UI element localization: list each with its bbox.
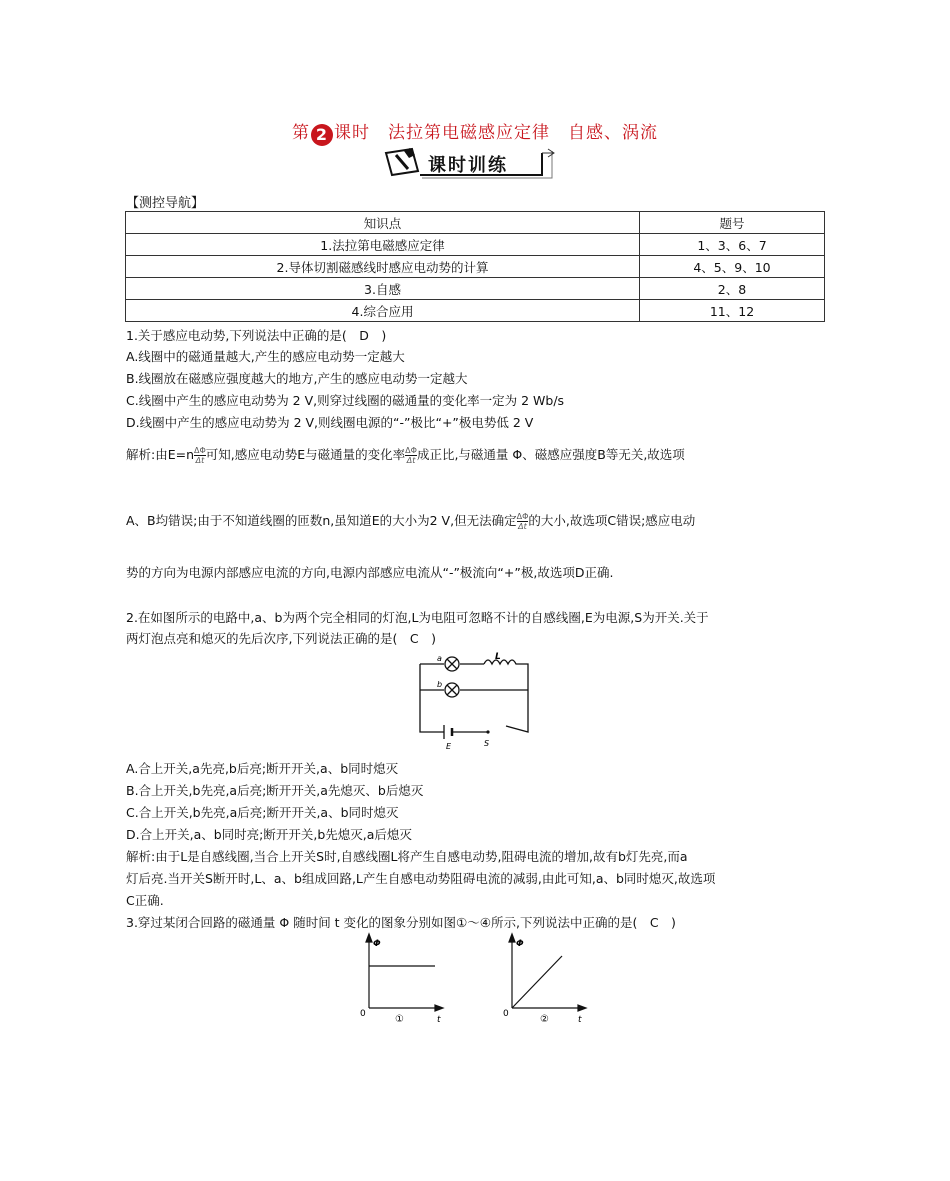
q1-option-d: D.线圈中产生的感应电动势为 2 V,则线圈电源的“-”极比“+”极电势低 2 V bbox=[126, 415, 534, 430]
label-S: S bbox=[484, 739, 490, 748]
pencil-book-icon bbox=[386, 148, 418, 175]
fraction: $\frac{\Delta\Phi}{\Delta t}$ bbox=[194, 446, 206, 465]
row-nums: 2、8 bbox=[640, 278, 825, 300]
q2-analysis-line-1: 解析:由于L是自感线圈,当合上开关S时,自感线圈L将产生自感电动势,阻碍电流的增加,故有b灯先亮,而a bbox=[126, 849, 688, 864]
q1-option-b: B.线圈放在磁感应强度越大的地方,产生的感应电动势一定越大 bbox=[126, 371, 468, 386]
title-prefix: 第 bbox=[292, 123, 310, 143]
q1-stem: 1.关于感应电动势,下列说法中正确的是( D ) bbox=[126, 328, 387, 343]
q1-option-a: A.线圈中的磁通量越大,产生的感应电动势一定越大 bbox=[126, 349, 405, 364]
graph-2-origin: 0 bbox=[503, 1009, 509, 1019]
row-nums: 11、12 bbox=[640, 300, 825, 322]
graph-1-y-label: Φ bbox=[373, 939, 381, 949]
switch-icon bbox=[486, 730, 489, 733]
graph-1-origin: 0 bbox=[360, 1009, 366, 1019]
table-header-row bbox=[126, 212, 825, 234]
table-row bbox=[126, 300, 825, 322]
knowledge-table bbox=[125, 211, 825, 322]
q3-stem: 3.穿过某闭合回路的磁通量 Φ 随时间 t 变化的图象分别如图①～④所示,下列说法中正确的是( C ) bbox=[126, 915, 676, 930]
row-topic: 4.综合应用 bbox=[126, 300, 640, 322]
fraction: $\frac{\Delta\Phi}{\Delta t}$ bbox=[516, 512, 529, 531]
graph-1-caption: ① bbox=[395, 1014, 404, 1025]
title-text: 课时 法拉第电磁感应定律 自感、涡流 bbox=[334, 123, 658, 143]
col-header-nums: 题号 bbox=[640, 212, 825, 234]
q2-option-a: A.合上开关,a先亮,b后亮;断开开关,a、b同时熄灭 bbox=[126, 761, 399, 776]
graph-2-y-label: Φ bbox=[516, 939, 524, 949]
label-L: L bbox=[495, 652, 501, 662]
label-a: a bbox=[437, 654, 442, 663]
table-row bbox=[126, 278, 825, 300]
graph-1-x-label: t bbox=[437, 1015, 441, 1025]
page-title bbox=[0, 118, 950, 146]
q1-analysis-line-3: 势的方向为电源内部感应电流的方向,电源内部感应电流从“-”极流向“+”极,故选项D正确. bbox=[126, 565, 614, 580]
q2-option-b: B.合上开关,b先亮,a后亮;断开开关,a先熄灭、b后熄灭 bbox=[126, 783, 424, 798]
label-b: b bbox=[437, 680, 443, 689]
lamp-a-icon bbox=[445, 657, 459, 671]
q2-analysis-line-3: C正确. bbox=[126, 893, 164, 908]
row-topic: 3.自感 bbox=[126, 278, 640, 300]
lamp-b-icon bbox=[445, 683, 459, 697]
graph-2 bbox=[500, 930, 590, 1026]
q2-option-d: D.合上开关,a、b同时亮;断开开关,b先熄灭,a后熄灭 bbox=[126, 827, 412, 842]
table-row bbox=[126, 234, 825, 256]
row-nums: 1、3、6、7 bbox=[640, 234, 825, 256]
lesson-number-badge: 2 bbox=[311, 124, 333, 146]
circuit-diagram bbox=[410, 652, 540, 752]
label-E: E bbox=[446, 742, 452, 751]
table-row bbox=[126, 256, 825, 278]
q2-analysis-line-2: 灯后亮.当开关S断开时,L、a、b组成回路,L产生自感电动势阻碍电流的减弱,由此可知,a、b同时熄灭,故选项 bbox=[126, 871, 716, 886]
q1-option-c: C.线圈中产生的感应电动势为 2 V,则穿过线圈的磁通量的变化率一定为 2 Wb/s bbox=[126, 393, 565, 408]
graph-1 bbox=[355, 930, 445, 1026]
graph-2-x-label: t bbox=[578, 1015, 582, 1025]
nav-label: 【测控导航】 bbox=[126, 196, 205, 211]
col-header-topic: 知识点 bbox=[126, 212, 640, 234]
row-topic: 2.导体切割磁感线时感应电动势的计算 bbox=[126, 256, 640, 278]
banner-title: 课时训练 bbox=[428, 155, 508, 176]
fraction: $\frac{\Delta\Phi}{\Delta t}$ bbox=[405, 446, 417, 465]
row-nums: 4、5、9、10 bbox=[640, 256, 825, 278]
q2-stem-line-2: 两灯泡点亮和熄灭的先后次序,下列说法正确的是( C ) bbox=[126, 631, 436, 646]
graph-2-caption: ② bbox=[540, 1014, 549, 1025]
q1-analysis-line-1: 解析:由E=n $\frac{\Delta\Phi}{\Delta t}$ 可知,感应电动势E与磁通量的变化率 $\frac{\Delta\Phi}{\Delta t}$ 成正比,与磁通量 Φ、磁感应强度B等无关,故选项 bbox=[126, 446, 685, 465]
q1-analysis-line-2: A、B均错误;由于不知道线圈的匝数n,虽知道E的大小为2 V,但无法确定 $\frac{\Delta\Phi}{\Delta t}$ 的大小,故选项C错误;感应电动 bbox=[126, 512, 696, 531]
q2-stem-line-1: 2.在如图所示的电路中,a、b为两个完全相同的灯泡,L为电阻可忽略不计的自感线圈,E为电源,S为开关.关于 bbox=[126, 610, 709, 625]
q2-option-c: C.合上开关,b先亮,a后亮;断开开关,a、b同时熄灭 bbox=[126, 805, 399, 820]
row-topic: 1.法拉第电磁感应定律 bbox=[126, 234, 640, 256]
